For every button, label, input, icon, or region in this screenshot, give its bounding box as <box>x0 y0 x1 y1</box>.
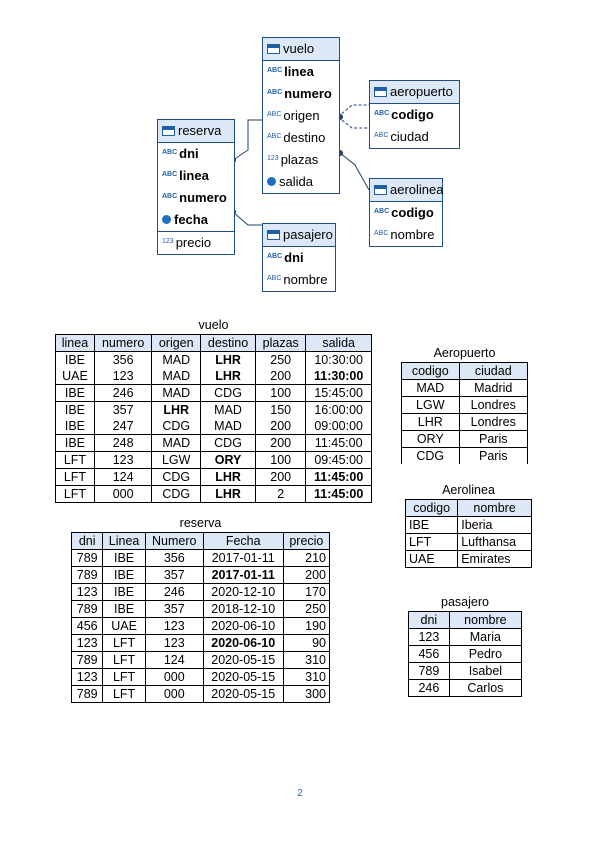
table-caption-pasajero: pasajero <box>441 595 489 609</box>
entity-reserva-header: reserva <box>158 120 234 143</box>
table-row: 123 LFT 000 2020-05-15 310 <box>72 669 330 686</box>
table-icon <box>374 87 387 97</box>
table-row: 789 Isabel <box>409 663 522 680</box>
attr-reserva-numero: $^{ABC}$ numero <box>162 190 227 205</box>
link-vuelo-aeropuerto-2 <box>338 117 369 128</box>
table-row: 123 Maria <box>409 629 522 646</box>
table-vuelo <box>55 334 372 503</box>
attr-vuelo-salida: salida <box>263 171 339 193</box>
string-type-icon: ABC <box>267 133 282 140</box>
table-row: ORY Paris <box>402 431 528 448</box>
table-reserva <box>71 532 330 703</box>
string-type-icon: ABC <box>374 110 390 117</box>
link-reserva-pasajero <box>233 212 262 225</box>
table-header-row: dni Linea Numero Fecha precio <box>72 533 330 550</box>
attr-reserva-dni: $^{ABC}$ dni <box>162 146 199 161</box>
entity-aeropuerto-header: aeropuerto <box>370 81 459 104</box>
table-row: 789 IBE 357 2017-01-11 200 <box>72 567 330 584</box>
table-caption-reserva: reserva <box>179 516 222 530</box>
datetime-type-icon <box>267 177 276 186</box>
link-reserva-vuelo <box>233 120 262 160</box>
string-type-icon: ABC <box>267 67 283 74</box>
table-header-row: codigo ciudad <box>402 363 528 380</box>
entity-aeropuerto <box>369 80 460 149</box>
page-number: 2 <box>297 788 303 799</box>
string-type-icon: ABC <box>374 208 390 215</box>
table-row: 789 IBE 357 2018-12-10 250 <box>72 601 330 618</box>
attr-pasajero-dni: $^{ABC}$ dni <box>267 250 304 265</box>
table-row: IBE Iberia <box>406 517 532 534</box>
entity-vuelo <box>262 37 340 194</box>
table-row: LFT Lufthansa <box>406 534 532 551</box>
link-vuelo-aeropuerto-1 <box>338 105 369 117</box>
table-row: 123 IBE 246 2020-12-10 170 <box>72 584 330 601</box>
attr-aerolinea-nombre: $^{ABC}$ nombre <box>374 227 435 242</box>
entity-pasajero-header: pasajero <box>263 224 335 247</box>
attr-reserva-linea: $^{ABC}$ linea <box>162 168 209 183</box>
table-row: IBE 247 CDG MAD 200 09:00:00 <box>56 418 372 435</box>
entity-aerolinea <box>369 178 443 247</box>
string-type-icon: ABC <box>267 111 282 118</box>
table-row: LFT 123 LGW ORY 100 09:45:00 <box>56 452 372 469</box>
string-type-icon: ABC <box>374 132 389 139</box>
table-header-row: codigo nombre <box>406 500 532 517</box>
table-row: IBE 246 MAD CDG 100 15:45:00 <box>56 385 372 402</box>
table-row: IBE 356 MAD LHR 250 10:30:00 <box>56 352 372 369</box>
table-pasajero <box>408 611 522 697</box>
table-aeropuerto <box>401 362 528 464</box>
entity-aerolinea-header: aerolinea <box>370 179 442 202</box>
entity-vuelo-header: vuelo <box>263 38 339 61</box>
table-row: IBE 248 MAD CDG 200 11:45:00 <box>56 435 372 452</box>
table-row: 456 UAE 123 2020-06-10 190 <box>72 618 330 635</box>
table-row: UAE 123 MAD LHR 200 11:30:00 <box>56 368 372 385</box>
string-type-icon: ABC <box>267 89 283 96</box>
string-type-icon: ABC <box>162 171 178 178</box>
table-row: LGW Londres <box>402 397 528 414</box>
table-header-row: linea numero origen destino plazas salida <box>56 335 372 352</box>
attr-pasajero-nombre: $^{ABC}$ nombre <box>267 272 328 287</box>
table-row: CDG Paris <box>402 448 528 465</box>
attr-aeropuerto-codigo: $^{ABC}$ codigo <box>374 107 434 122</box>
attr-reserva-precio: $^{123}$ precio <box>158 231 234 254</box>
entity-pasajero <box>262 223 336 292</box>
string-type-icon: ABC <box>374 230 389 237</box>
table-row: UAE Emirates <box>406 551 532 568</box>
attr-vuelo-linea: $^{ABC}$ linea <box>267 64 314 79</box>
table-row: MAD Madrid <box>402 380 528 397</box>
table-icon <box>267 230 280 240</box>
table-icon <box>162 126 175 136</box>
table-icon <box>267 44 280 54</box>
string-type-icon: ABC <box>267 253 283 260</box>
link-vuelo-aerolinea <box>340 153 369 190</box>
table-row: 246 Carlos <box>409 680 522 697</box>
number-type-icon: 123 <box>162 238 174 245</box>
attr-vuelo-origen: $^{ABC}$ origen <box>267 108 320 123</box>
table-row: 789 LFT 000 2020-05-15 300 <box>72 686 330 703</box>
table-icon <box>374 185 387 195</box>
attr-aerolinea-codigo: $^{ABC}$ codigo <box>374 205 434 220</box>
table-row: 123 LFT 123 2020-06-10 90 <box>72 635 330 652</box>
string-type-icon: ABC <box>162 149 178 156</box>
attr-vuelo-destino: $^{ABC}$ destino <box>267 130 326 145</box>
table-row: IBE 357 LHR MAD 150 16:00:00 <box>56 402 372 419</box>
table-caption-aerolinea: Aerolinea <box>442 483 495 497</box>
entity-reserva <box>157 119 235 255</box>
attr-aeropuerto-ciudad: $^{ABC}$ ciudad <box>374 129 429 144</box>
table-header-row: dni nombre <box>409 612 522 629</box>
number-type-icon: 123 <box>267 155 279 162</box>
table-row: 456 Pedro <box>409 646 522 663</box>
table-row: 789 LFT 124 2020-05-15 310 <box>72 652 330 669</box>
attr-reserva-fecha: fecha <box>158 209 234 231</box>
table-caption-aeropuerto: Aeropuerto <box>433 346 496 360</box>
date-type-icon <box>162 215 171 224</box>
table-caption-vuelo: vuelo <box>198 318 229 332</box>
table-row: LHR Londres <box>402 414 528 431</box>
table-aerolinea <box>405 499 532 568</box>
attr-vuelo-numero: $^{ABC}$ numero <box>267 86 332 101</box>
string-type-icon: ABC <box>267 275 282 282</box>
table-row: 789 IBE 356 2017-01-11 210 <box>72 550 330 567</box>
table-row: LFT 124 CDG LHR 200 11:45:00 <box>56 469 372 486</box>
attr-vuelo-plazas: $^{123}$ plazas <box>267 152 319 167</box>
table-row: LFT 000 CDG LHR 2 11:45:00 <box>56 486 372 503</box>
string-type-icon: ABC <box>162 193 178 200</box>
